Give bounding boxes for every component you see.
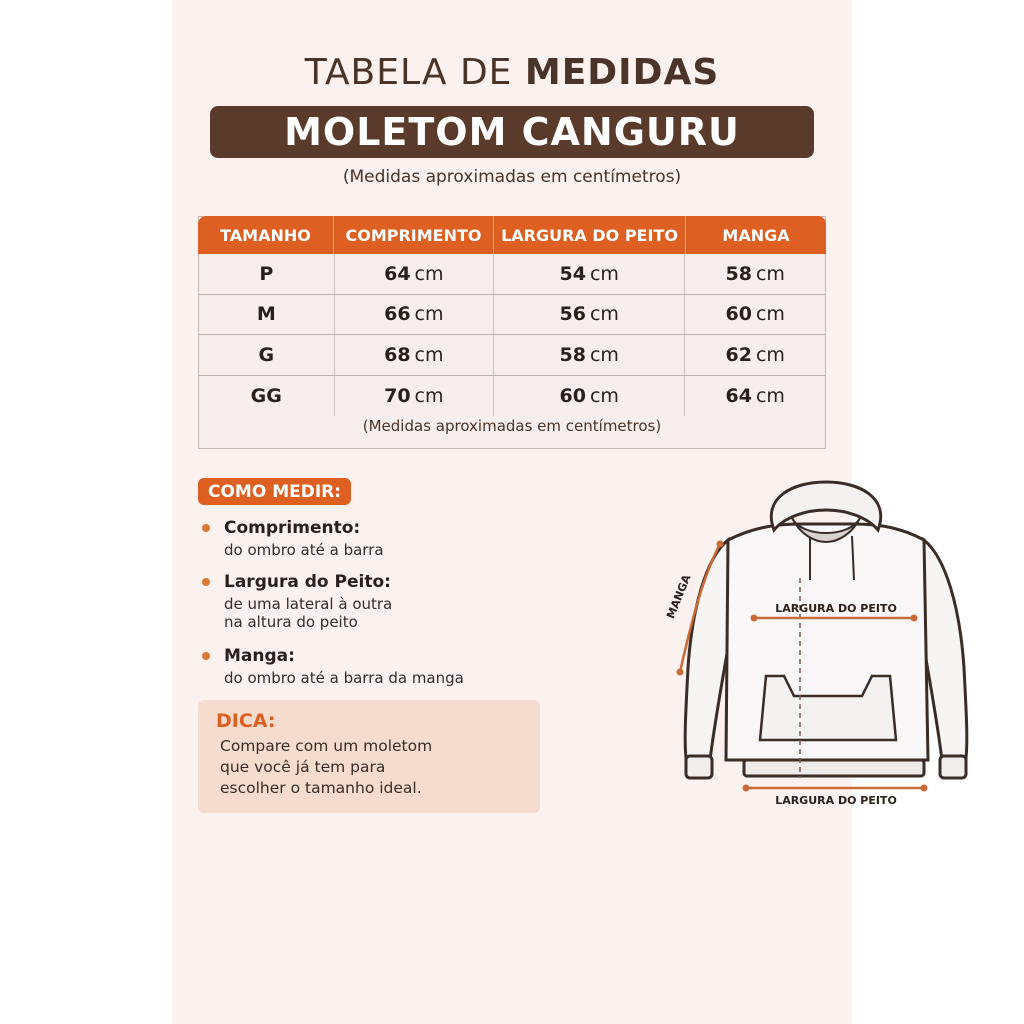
- cell-value: 64: [725, 384, 752, 407]
- cell-value: 70: [384, 384, 411, 407]
- cell-value: 54: [559, 262, 586, 285]
- size-table: [198, 216, 826, 449]
- cell-value: 56: [559, 303, 586, 326]
- cell-unit: cm: [755, 303, 785, 326]
- item-title: Largura do Peito:: [224, 572, 391, 592]
- como-medir-label: COMO MEDIR:: [198, 478, 351, 505]
- cell-manga: [685, 376, 825, 417]
- item-desc: na altura do peito: [224, 613, 358, 631]
- cell-value: 66: [384, 303, 411, 326]
- cell-largura: [494, 295, 685, 335]
- item-title: Comprimento:: [224, 518, 361, 538]
- bottom-measure-start: [743, 785, 750, 792]
- cell-manga: [685, 335, 825, 375]
- cell-manga: [685, 254, 825, 294]
- bullet-icon: [202, 652, 210, 660]
- cell-value: 64: [384, 262, 411, 285]
- cell-largura: [494, 335, 685, 375]
- sleeve-measure-end: [677, 669, 684, 676]
- table-body: [199, 254, 825, 416]
- tip-text: [220, 736, 530, 799]
- bottom-measure-end: [921, 785, 928, 792]
- cell-size: M: [199, 295, 335, 335]
- tip-box: [198, 700, 540, 813]
- table-header: [198, 216, 826, 254]
- cell-comprimento: [335, 376, 494, 417]
- table-row: [199, 254, 825, 295]
- tip-line: Compare com um moletom: [220, 737, 433, 755]
- chest-label-bottom: LARGURA DO PEITO: [775, 794, 897, 807]
- subtitle: (Medidas aproximadas em centímetros): [342, 167, 682, 187]
- table-note: (Medidas aproximadas em centímetros): [362, 417, 662, 435]
- cell-size: G: [199, 335, 335, 375]
- size-chart-sheet: [172, 0, 897, 1024]
- banner-text: MOLETOM CANGURU: [284, 110, 740, 154]
- header-tamanho: TAMANHO: [198, 216, 334, 254]
- chest-measure-end: [911, 615, 918, 622]
- tip-line: escolher o tamanho ideal.: [220, 779, 422, 797]
- cell-value: 60: [559, 384, 586, 407]
- sleeve-label: MANGA: [664, 572, 694, 621]
- cell-unit: cm: [755, 343, 785, 366]
- item-desc: do ombro até a barra: [224, 541, 384, 559]
- chest-label-top: LARGURA DO PEITO: [775, 602, 897, 615]
- page-title: [172, 52, 852, 93]
- cell-value: 62: [725, 343, 752, 366]
- item-desc: do ombro até a barra da manga: [224, 669, 464, 687]
- title-regular: TABELA DE: [304, 52, 525, 93]
- cell-comprimento: [335, 295, 494, 335]
- product-banner: [210, 106, 814, 158]
- table-row: [199, 376, 825, 417]
- cell-unit: cm: [589, 343, 619, 366]
- waistband: [744, 760, 924, 776]
- chest-measure-start: [751, 615, 758, 622]
- cell-unit: cm: [414, 303, 444, 326]
- cell-unit: cm: [414, 262, 444, 285]
- cell-largura: [494, 254, 685, 294]
- right-cuff: [940, 756, 966, 778]
- cell-comprimento: [335, 335, 494, 375]
- cell-unit: cm: [589, 384, 619, 407]
- cell-size: GG: [199, 376, 335, 417]
- cell-value: 58: [725, 262, 752, 285]
- cell-unit: cm: [589, 262, 619, 285]
- left-cuff: [686, 756, 712, 778]
- bullet-icon: [202, 578, 210, 586]
- header-largura: LARGURA DO PEITO: [494, 216, 686, 254]
- header-manga: MANGA: [722, 225, 790, 245]
- cell-unit: cm: [414, 343, 444, 366]
- tip-line: que você já tem para: [220, 758, 386, 776]
- cell-value: 68: [384, 343, 411, 366]
- cell-unit: cm: [589, 303, 619, 326]
- cell-comprimento: [335, 254, 494, 294]
- cell-unit: cm: [755, 262, 785, 285]
- cell-unit: cm: [414, 384, 444, 407]
- table-row: [199, 295, 825, 336]
- cell-manga: [685, 295, 825, 335]
- cell-size: P: [199, 254, 335, 294]
- item-title: Manga:: [224, 646, 295, 666]
- cell-largura: [494, 376, 685, 417]
- bullet-icon: [202, 524, 210, 532]
- title-bold: MEDIDAS: [524, 52, 720, 93]
- table-row: [199, 335, 825, 376]
- hoodie-diagram: [662, 478, 1002, 818]
- sleeve-measure-start: [717, 541, 724, 548]
- item-desc: de uma lateral à outra: [224, 595, 393, 613]
- cell-value: 58: [559, 343, 586, 366]
- tip-title: DICA:: [216, 710, 276, 732]
- cell-value: 60: [725, 303, 752, 326]
- right-sleeve: [924, 540, 967, 760]
- header-comprimento: COMPRIMENTO: [334, 216, 494, 254]
- cell-unit: cm: [755, 384, 785, 407]
